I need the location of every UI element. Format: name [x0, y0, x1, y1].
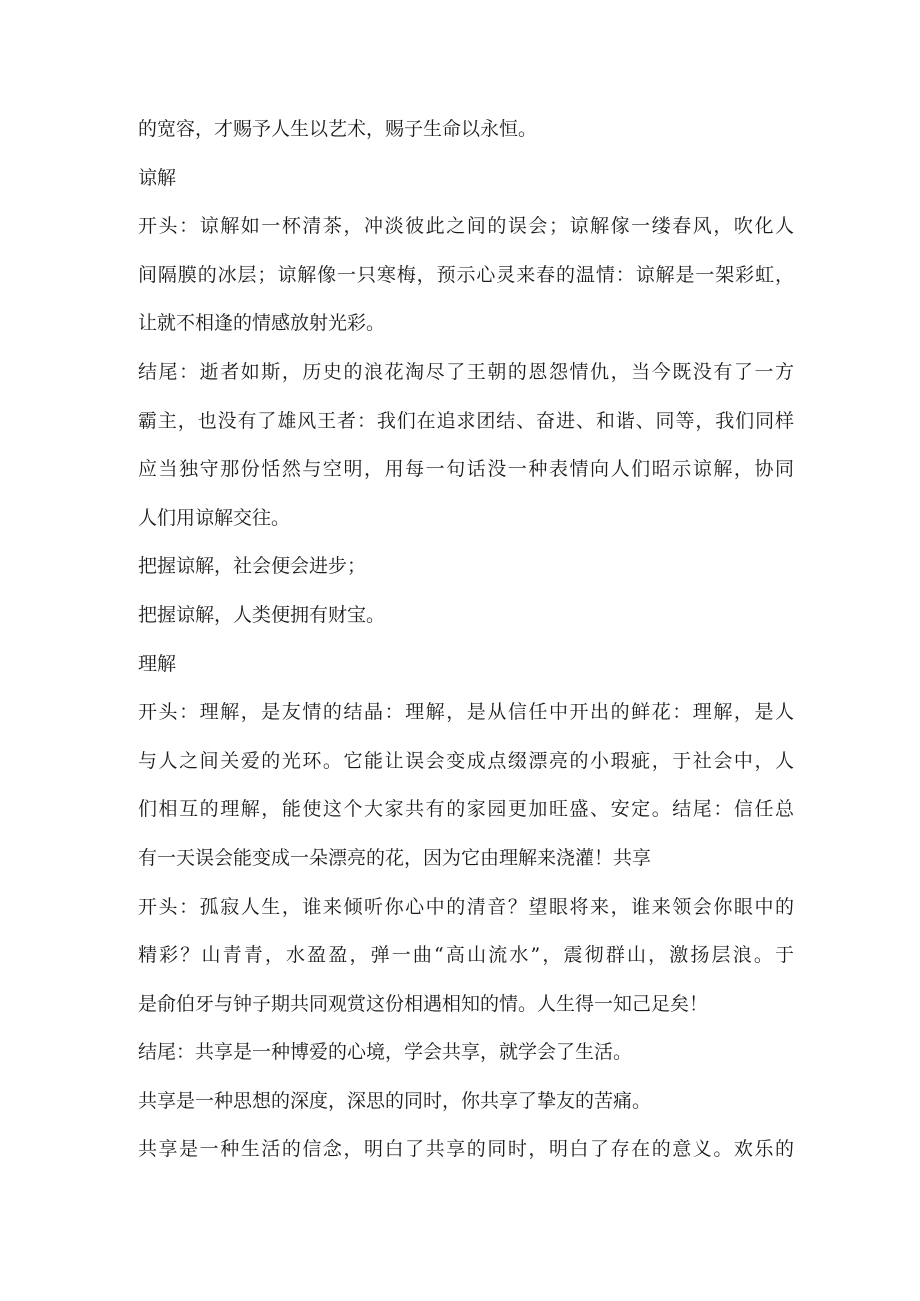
text-line: 把握谅解，社会便会进步；: [138, 555, 367, 578]
text-line: 霸主，也没有了雄风王者：我们在追求团结、奋进、和谐、同等，我们同样: [138, 409, 794, 432]
section-heading-liangjie: 谅解: [138, 166, 177, 189]
text-line: 开头：理解，是友情的结晶：理解，是从信任中开出的鲜花：理解，是人: [138, 701, 794, 724]
text-line: 的宽容，才赐予人生以艺术，赐子生命以永恒。: [138, 118, 538, 140]
text-line: 共享是一种思想的深度，深思的同时，你共享了挚友的苦痛。: [138, 1089, 652, 1112]
text-line: 间隔膜的冰层；谅解像一只寒梅，预示心灵来春的温情：谅解是一架彩虹，: [138, 263, 794, 286]
text-line: 精彩？山青青，水盈盈，弹一曲“高山流水”，震彻群山，激扬层浪。于: [138, 944, 794, 967]
text-line: 结尾：逝者如斯，历史的浪花淘尽了王朝的恩怨情仇，当今既没有了一方: [138, 360, 794, 383]
text-line: 有一天误会能变成一朵漂亮的花，因为它由理解来浇灌！共享: [138, 846, 652, 869]
text-line: 把握谅解，人类便拥有财宝。: [138, 603, 386, 626]
text-line: 开头：谅解如一杯清茶，冲淡彼此之间的误会；谅解傢一缕春风，吹化人: [138, 215, 794, 238]
text-line: 让就不相逢的情感放射光彩。: [138, 312, 386, 335]
text-line: 是俞伯牙与钟子期共同观赏这份相遇相知的情。人生得一知己足矣！: [138, 992, 709, 1015]
text-line: 们相互的理解，能使这个大家共有的家园更加旺盛、安定。结尾：信任总: [138, 798, 794, 821]
section-heading-lijie: 理解: [138, 652, 177, 675]
document-body: [138, 105, 794, 1174]
text-line: 人们用谅解交往。: [138, 506, 291, 529]
text-line: 与人之间关爱的光环。它能让误会变成点缀漂亮的小瑕疵，于社会中，人: [138, 749, 794, 772]
text-line: 应当独守那份恬然与空明，用每一句话没一种表情向人们昭示谅解，协同: [138, 458, 794, 481]
text-line: 共享是一种生活的信念，明白了共享的同时，明白了存在的意义。欢乐的: [138, 1138, 794, 1161]
text-line: 开头：孤寂人生，谁来倾听你心中的清音？望眼将来，谁来领会你眼中的: [138, 895, 794, 918]
text-line: 结尾：共享是一种博爱的心境，学会共享，就学会了生活。: [138, 1041, 633, 1064]
